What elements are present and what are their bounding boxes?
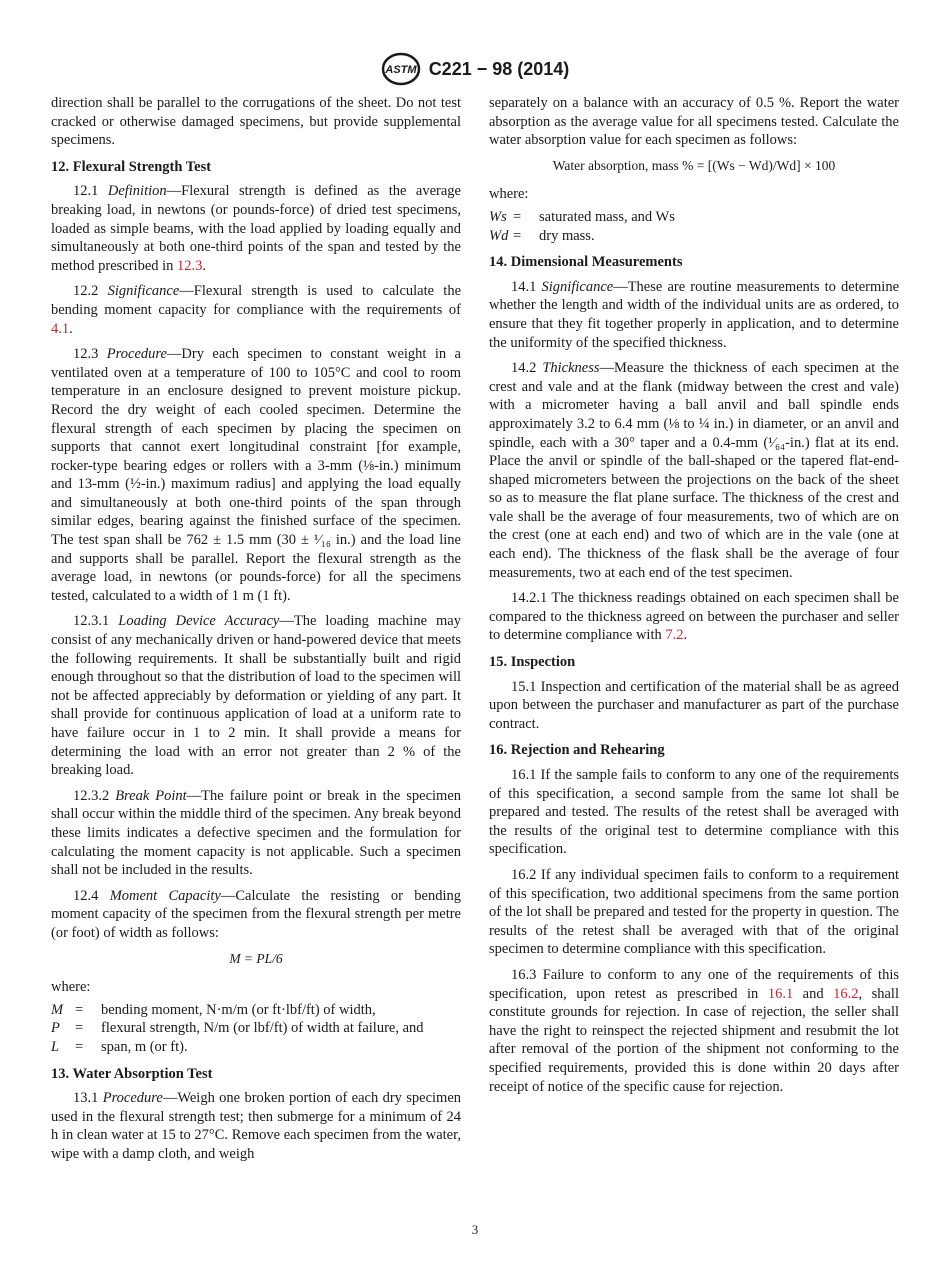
paragraph-14-2: 14.2 Thickness—Measure the thickness of each specimen at the crest and vale and at the flank (midway between the crest and vale) with a micrometer having a ball anvil and ball spindle ends approximately 3.2 to 6.4 mm (⅛ to ¼ in.) in diameter, or an anvil and spindle, each with a 30° taper and a 0.4-mm (¹⁄₆₄-in.) flat at its end. Place the anvil or spindle of the ball-shaped or the tapered flat-end-shaped micrometers between the projections on the back of the sheet so as to measure the flat plane surface. The thickness of the crest and vale shall be the average of four measurements, two of which are on the crest (one at each end) and two of which are in the vale (one at each end). The thickness of the flask shall be the average of four measurements, two at each end of the test specimen. [489, 360, 899, 581]
left-column [51, 94, 461, 1170]
paragraph: separately on a balance with an accuracy of 0.5 %. Report the water absorption as the average value for all specimens tested. Calculate the water absorption value for each specimen as follows: [489, 95, 899, 149]
paragraph-16-1: 16.1 If the sample fails to conform to any one of the requirements of this specification, a second sample from the same lot shall be prepared and tested. The results of the retest shall be averaged with the results of the original test to determine compliance with this specification. [489, 767, 899, 858]
svg-text:ASTM: ASTM [385, 64, 417, 76]
ref-link[interactable]: 12.3 [177, 257, 203, 274]
equation-water-absorption: Water absorption, mass % = [(Ws − Wd)/Wd] × 100 [552, 157, 836, 173]
paragraph-15-1: 15.1 Inspection and certification of the material shall be as agreed upon between the purchaser and manufacturer as part of the purchase contract. [489, 678, 899, 732]
paragraph-12-3-2: 12.3.2 Break Point—The failure point or break in the specimen shall occur within the middle third of the specimen. Any break beyond these limits indicates a defective specimen and the formulation for calculating the moment capacity is not applicable. Such a specimen shall not be included in the results. [51, 787, 462, 879]
ref-link[interactable]: 7.2 [665, 627, 684, 644]
where-label: where: [51, 979, 91, 996]
astm-logo-icon [381, 52, 421, 86]
section-heading: 12. Flexural Strength Test [51, 158, 212, 175]
list-item: Ws = saturated mass, and Ws [489, 208, 675, 225]
list-item: Wd = dry mass. [489, 227, 595, 244]
section-heading: 13. Water Absorption Test [51, 1065, 213, 1082]
paragraph-13-1: 13.1 Procedure—Weigh one broken portion of each dry specimen used in the flexural strength test; then submerge for a minimum of 24 h in clean water at 15 to 27°C. Remove each specimen from the water, wipe with a damp cloth, and weigh [51, 1090, 462, 1162]
paragraph-14-1: 14.1 Significance—These are routine measurements to determine whether the length and width of the individual units are as ordered, to ensure that they fit together properly in application, and to determine the uniformity of the specified thickness. [489, 278, 900, 351]
document-id: C221 − 98 (2014) [428, 58, 570, 79]
list-item: L = span, m (or ft). [51, 1038, 188, 1055]
equation-moment: M = PL/6 [229, 950, 283, 966]
paragraph-12-4: 12.4 Moment Capacity—Calculate the resisting or bending moment capacity of the specimen from the flexural strength per metre (or foot) of width as follows: [51, 887, 461, 941]
paragraph-12-3-1: 12.3.1 Loading Device Accuracy—The loading machine may consist of any mechanically driven or hand-powered device that meets the following requirements. It shall be substantially built and rigid enough throughout so that the distribution of load to the specimen will not be affected appreciably by deformation or yielding of any part. It shall provide for continuous application of load at a uniform rate to have failure occur in 1 to 2 min. It shall provide a means for determining the load with an error not greater than 2 % of the breaking load. [51, 613, 461, 779]
paragraph-14-2-1: 14.2.1 The thickness readings obtained on each specimen shall be compared to the thickness agreed on between the purchaser and seller to determine compliance with 7.2. [489, 590, 899, 644]
page-number: 3 [471, 1222, 479, 1237]
ref-link[interactable]: 16.2 [833, 985, 859, 1002]
paragraph: direction shall be parallel to the corrugations of the sheet. Do not test cracked or otherwise damaged specimens, but provide supplemental specimens. [51, 95, 461, 149]
section-heading: 16. Rejection and Rehearing [489, 742, 665, 759]
list-item: P = flexural strength, N/m (or lbf/ft) of width at failure, and [51, 1020, 424, 1037]
where-label: where: [489, 186, 529, 203]
right-column [489, 94, 899, 1103]
paragraph-12-3: 12.3 Procedure—Dry each specimen to constant weight in a ventilated oven at a temperature of 100 to 105°C and cool to room temperature in an enclosure designed to prevent moisture pickup. Record the dry weight of each cooled specimen. Determine the flexural strength of each specimen by placing the specimen on supports that cannot exert longitudinal constraint [for example, rocker-type bearing edges or rollers with a 3-mm (⅛-in.) minimum and 13-mm (½-in.) maximum radius] and applying the load equally and simultaneously at both one-third points of the span through similar edges, bearing against the finished surface of the specimen. The test span shall be 762 ± 1.5 mm (30 ± ¹⁄₁₆ in.) and the load line and supports shall be parallel. Report the flexural strength as the average load, in newtons (or pounds-force) for all the specimens tested, calculated to a width of 1 m (1 ft). [51, 346, 461, 604]
paragraph-12-2: 12.2 Significance—Flexural strength is used to calculate the bending moment capacity for compliance with the requirements of 4.1. [51, 283, 462, 337]
paragraph-16-2: 16.2 If any individual specimen fails to conform to a requirement of this specification, two additional specimens from the same portion of the lot shall be prepared and tested for the property in question. The results of the retest shall be averaged with that of the original specimen to determine compliance with this specification. [489, 866, 899, 958]
paragraph-16-3: 16.3 Failure to conform to any one of the requirements of this specification, upon retest as prescribed in 16.1 and 16.2, shall constitute grounds for rejection. In case of rejection, the seller shall have the right to reinspect the rejected shipment and resubmit the lot after removal of the portion of the shipment not conforming to the specified requirements, provided this is done within 20 days after receipt of notice of the specific cause for rejection. [489, 966, 899, 1095]
ref-link[interactable]: 4.1 [51, 320, 70, 337]
section-heading: 15. Inspection [489, 654, 576, 671]
page-header [0, 52, 950, 86]
ref-link[interactable]: 16.1 [767, 985, 794, 1002]
paragraph-12-1: 12.1 Definition—Flexural strength is defined as the average breaking load, in newtons (or pounds-force) of dried test specimens, loaded as simple beams, with the load applied by loading equally and simultaneously at both one-third points of the span and tested by the method prescribed in 12.3. [51, 183, 461, 274]
list-item: M = bending moment, N·m/m (or ft·lbf/ft) of width, [51, 1001, 376, 1018]
variable-list [51, 1001, 424, 1057]
variable-list [489, 208, 675, 245]
section-heading: 14. Dimensional Measurements [489, 254, 683, 271]
